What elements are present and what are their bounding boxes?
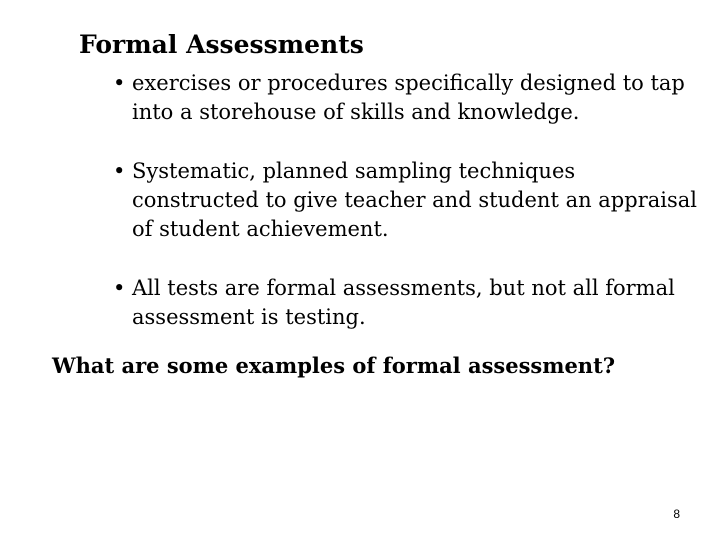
bullet-text: All tests are formal assessments, but not all formal assessment is testing.: [132, 276, 675, 329]
bullet-item: [113, 274, 703, 332]
bullet-text: Systematic, planned sampling techniques constructed to give teacher and student an appraisal of student achievement.: [132, 159, 697, 241]
bullet-marker: •: [113, 159, 126, 183]
bullet-item: [113, 69, 703, 127]
discussion-question: What are some examples of formal assessment?: [52, 353, 616, 378]
bullet-marker: •: [113, 71, 126, 95]
bullet-text: exercises or procedures specifically designed to tap into a storehouse of skills and knowledge.: [132, 71, 685, 124]
bullet-item: [113, 157, 703, 244]
bullet-list: [113, 69, 703, 362]
slide-title: Formal Assessments: [79, 30, 364, 59]
bullet-marker: •: [113, 276, 126, 300]
page-number: 8: [673, 507, 680, 521]
